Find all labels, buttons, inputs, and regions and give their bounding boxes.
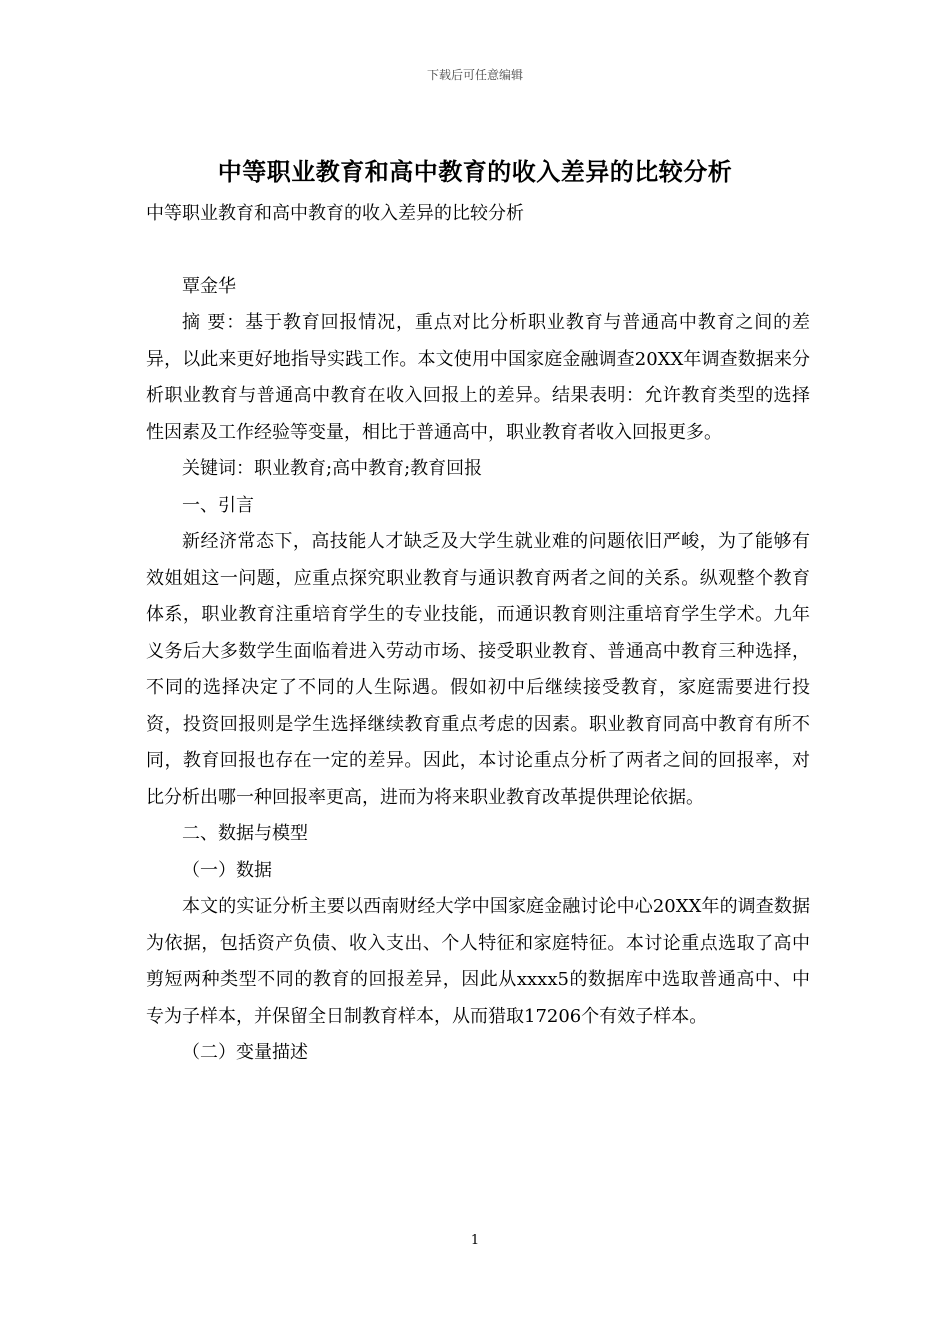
author-name: 覃金华 [182,275,236,297]
subsection-heading-data: （一）数据 [182,859,272,881]
page-number: 1 [470,1233,480,1248]
section-heading-introduction: 一、引言 [182,494,254,516]
document-title: 中等职业教育和高中教育的收入差异的比较分析 [217,157,733,186]
introduction-paragraph: 新经济常态下，高技能人才缺乏及大学生就业难的问题依旧严峻，为了能够有效姐姐这一问题，应重点探究职业教育与通识教育两者之间的关系。纵观整个教育体系，职业教育注重培育学生的专业技能，而通识教育则注重培育学生学术。九年义务后大多数学生面临着进入劳动市场、接受职业教育、普通高中教育三种选择，不同的选择决定了不同的人生际遇。假如初中后继续接受教育，家庭需要进行投资，投资回报则是学生选择继续教育重点考虑的因素。职业教育同高中教育有所不同，教育回报也存在一定的差异。因此，本讨论重点分析了两者之间的回报率，对比分析出哪一种回报率更高，进而为将来职业教育改革提供理论依据。 [146,531,810,808]
keywords-line: 关键词：职业教育;高中教育;教育回报 [182,458,483,479]
header-note: 下载后可任意编辑 [426,68,523,82]
document-body [146,196,810,1072]
subsection-heading-variables: （二）变量描述 [182,1042,308,1063]
abstract-paragraph: 摘 要：基于教育回报情况，重点对比分析职业教育与普通高中教育之间的差异，以此来更好地指导实践工作。本文使用中国家庭金融调查20XX年调查数据来分析职业教育与普通高中教育在收入回报上的差异。结果表明：允许教育类型的选择性因素及工作经验等变量，相比于普通高中，职业教育者收入回报更多。 [146,312,810,443]
section-heading-data-model: 二、数据与模型 [182,823,308,844]
data-paragraph: 本文的实证分析主要以西南财经大学中国家庭金融讨论中心20XX年的调查数据为依据，包括资产负债、收入支出、个人特征和家庭特征。本讨论重点选取了高中剪短两种类型不同的教育的回报差异，因此从xxxx5的数据库中选取普通高中、中专为子样本，并保留全日制教育样本，从而猎取17206个有效子样本。 [146,896,810,1027]
document-subtitle: 中等职业教育和高中教育的收入差异的比较分析 [146,203,524,224]
